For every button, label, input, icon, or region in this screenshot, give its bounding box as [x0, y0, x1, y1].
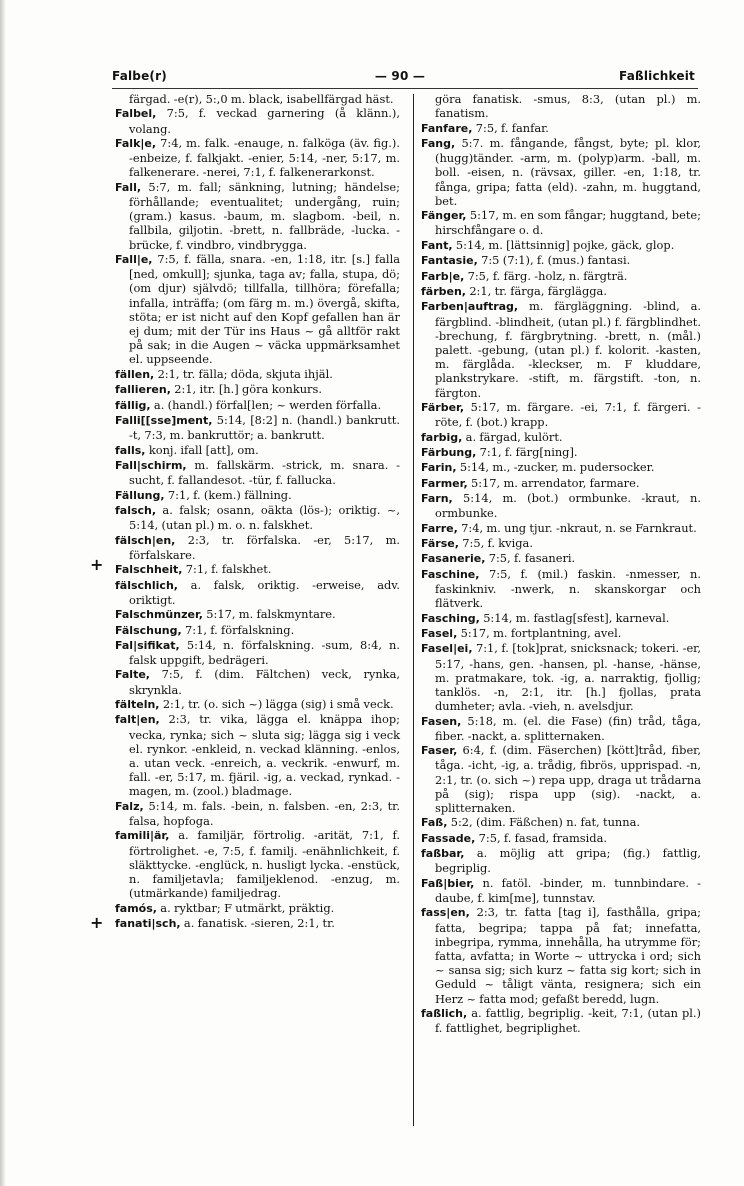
entry-definition: 2:3, tr. vika, lägga el. knäppa ihop; vecka, rynka; sich ~ sluta sig; lägga sig i veck el. rynkor. -enkleid, n. veckad klänning. -enlos, a. utan veck. -enreich, a. veckrik. -enwurf, m. fall. -er, 5:17, m. fjäril. -ig, a. veckad, rynkad. -magen, m. (zool.) bladmage.: [129, 712, 400, 799]
entry-headword: fälsch|en,: [115, 533, 176, 547]
dictionary-entry: [421, 611, 701, 626]
entry-definition: 2:1, tr. fälla; döda, skjuta ihjäl.: [157, 366, 333, 381]
entry-headword: Fant,: [421, 238, 453, 252]
entry-headword: Faß,: [421, 816, 448, 830]
column-divider: [413, 94, 414, 1126]
entry-definition: färgad. -e(r), 5:,0 m. black, isabellfärgad häst.: [129, 92, 394, 106]
entry-definition: a. färgad, kulört.: [465, 429, 563, 444]
dictionary-entry: [115, 92, 400, 106]
entry-definition: 5:14, m. fastlag[sfest], karneval.: [483, 610, 670, 625]
margin-plus-mark: +: [90, 913, 104, 932]
dictionary-entry: [115, 382, 400, 397]
entry-definition: a. falsk, oriktig. -erweise, adv. oriktigt.: [129, 577, 400, 607]
entry-definition: 7:1, f. färg[ning].: [479, 444, 578, 459]
entry-definition: a. falsk; osann, oäkta (lös-); oriktig. ~, 5:14, (utan pl.) m. o. n. falskhet.: [129, 502, 400, 533]
entry-headword: Fall|schirm,: [115, 458, 187, 472]
entry-definition: 5:17, m. en som fångar; huggtand, bete; hirschfångare o. d.: [435, 208, 701, 238]
entry-definition: 5:7. m. fångande, fångst, byte; pl. klor, (hugg)tänder. -arm, m. (polyp)arm. -ball, m. boll. -eisen, n. (rävsax, giller. -en, 1:18, tr. fånga, gripa; fatta (eld). -zahn, m. huggtand, bet.: [435, 135, 702, 208]
entry-headword: falls,: [115, 443, 146, 457]
entry-definition: 7:5, f. färg. -holz, n. färgträ.: [467, 268, 628, 283]
dictionary-entry: [421, 269, 701, 284]
entry-headword: Farben|auftrag,: [421, 300, 519, 314]
dictionary-entry: [115, 578, 400, 607]
entry-definition: 2:3, tr. förfalska. -er, 5:17, m. förfalskare.: [129, 532, 400, 562]
entry-definition: 5:17, m. färgare. -ei, 7:1, f. färgeri. -röte, f. (bot.) krapp.: [435, 399, 701, 430]
entry-definition: 2:3, tr. fatta [tag i], fasthålla, gripa; fatta, begripa; tappa på fat; innefatta, inbegripa, rymma, innehålla, ha utrymme för; fatta, avfatta; in Worte ~ uttrycka i ord; sich ~ sansa sig; sich kurz ~ fatta sig kort; sich in Geduld ~ tåligt vänta, resignera; sich ein Herz ~ fatta mod; gefaßt beredd, lugn.: [435, 905, 701, 1006]
entry-definition: 7:5, f. fanfar.: [475, 120, 549, 135]
dictionary-entry: [115, 367, 400, 382]
entry-headword: faßbar,: [421, 847, 465, 861]
entry-headword: fälteln,: [115, 698, 160, 712]
dictionary-entry: [115, 607, 400, 622]
dictionary-entry: [115, 697, 400, 712]
dictionary-entry: [421, 626, 701, 641]
dictionary-entry: [421, 567, 701, 611]
page-number: — 90 —: [374, 69, 426, 83]
dictionary-entry: [421, 831, 701, 846]
entry-headword: Faß|bier,: [421, 876, 475, 890]
entry-definition: a. familjär, förtrolig. -arität, 7:1, f. förtrolighet. -e, 7:5, f. familj. -enähnlichkeit, f. släkttycke. -englück, n. husligt lycka. -enstück, n. familjetavla; familjeklenod. -enzug, m. (utmärkande) familjedrag.: [129, 828, 400, 901]
entry-definition: göra fanatisk. -smus, 8:3, (utan pl.) m. fanatism.: [435, 92, 701, 121]
entry-definition: 7:1, f. (kem.) fällning.: [167, 487, 292, 502]
dictionary-entry: [115, 638, 400, 667]
entry-headword: Farn,: [421, 492, 453, 506]
dictionary-entry: [421, 536, 701, 551]
entry-headword: famós,: [115, 901, 157, 915]
entry-headword: Faschine,: [421, 567, 480, 581]
dictionary-entry: [115, 503, 400, 532]
dictionary-entry: [421, 92, 701, 120]
entry-headword: Fasel|ei,: [421, 642, 473, 656]
dictionary-entry: [421, 1006, 701, 1035]
entry-definition: 5:7, m. fall; sänkning, lutning; händelse; förhållande; eventualitet; undergång, ruin; (gram.) kasus. -baum, m. slagbom. -beil, n. fallbila, giljotin. -brett, n. fallbräde, -lucka. -brücke, f. vindbro, vindbrygga.: [129, 179, 400, 252]
entry-definition: 5:14, n. förfalskning. -sum, 8:4, n. falsk uppgift, bedrägeri.: [129, 637, 401, 668]
dictionary-entry: [115, 413, 400, 442]
entry-headword: Fantasie,: [421, 254, 478, 268]
entry-definition: 7:1, f. falskhet.: [185, 562, 272, 577]
dictionary-entry: [115, 180, 400, 252]
entry-definition: 7:5, f. fasad, framsida.: [478, 830, 608, 845]
dictionary-entry: [421, 284, 701, 299]
entry-headword: Fasel,: [421, 627, 458, 641]
dictionary-entry: [115, 106, 400, 135]
entry-definition: 5:17, m. fortplantning, avel.: [460, 626, 622, 641]
dictionary-entry: [115, 488, 400, 503]
entry-definition: m. fallskärm. -strick, m. snara. -sucht, f. fallandesot. -tür, f. fallucka.: [129, 457, 400, 488]
entry-definition: 7:1, f. förfalskning.: [185, 622, 295, 637]
entry-headword: fälschlich,: [115, 578, 178, 592]
dictionary-entry: [421, 491, 701, 520]
entry-definition: 7:5, f. fasaneri.: [488, 551, 576, 566]
entry-headword: Falz,: [115, 799, 144, 813]
margin-plus-mark: +: [90, 555, 104, 574]
entry-definition: 2:1, itr. [h.] göra konkurs.: [174, 382, 322, 397]
entry-headword: fallieren,: [115, 383, 171, 397]
dictionary-entry: [421, 121, 701, 136]
entry-headword: falsch,: [115, 503, 157, 517]
entry-headword: fass|en,: [421, 906, 470, 920]
dictionary-entry: [115, 136, 400, 180]
right-column: [421, 92, 701, 1036]
entry-definition: a. fanatisk. -sieren, 2:1, tr.: [183, 916, 335, 931]
entry-definition: a. (handl.) förfal[len; ~ werden förfalla.: [153, 397, 382, 412]
running-head-left: Falbe(r): [112, 69, 167, 83]
dictionary-entry: [421, 430, 701, 445]
entry-headword: Fälschung,: [115, 623, 182, 637]
dictionary-entry: [421, 400, 701, 429]
dictionary-entry: [421, 521, 701, 536]
entry-headword: Färse,: [421, 537, 459, 551]
entry-headword: fanati|sch,: [115, 917, 181, 931]
entry-definition: 5:14, m. fals. -bein, n. falsben. -en, 2:3, tr. falsa, hopfoga.: [129, 798, 400, 829]
entry-definition: 5:2, (dim. Fäßchen) n. fat, tunna.: [450, 815, 641, 830]
entry-definition: 5:18, m. (el. die Fase) (fin) tråd, tåga, fiber. -nackt, a. splitternaken.: [435, 713, 701, 743]
dictionary-entry: [115, 533, 400, 562]
dictionary-entry: [421, 299, 701, 399]
dictionary-entry: [115, 443, 400, 458]
entry-definition: a. fattlig, begriplig. -keit, 7:1, (utan pl.) f. fattlighet, begriplighet.: [435, 1006, 701, 1036]
entry-headword: Falschheit,: [115, 563, 183, 577]
dictionary-entry: [115, 799, 400, 828]
dictionary-entry: [421, 238, 701, 253]
entry-definition: 2:1, tr. färga, färglägga.: [469, 283, 607, 298]
entry-headword: Fang,: [421, 136, 456, 150]
entry-headword: Falte,: [115, 668, 150, 682]
entry-headword: Falk|e,: [115, 136, 157, 150]
entry-definition: 7:5 (7:1), f. (mus.) fantasi.: [481, 253, 631, 268]
entry-headword: Farin,: [421, 461, 457, 475]
entry-definition: 7:4, m. ung tjur. -nkraut, n. se Farnkraut.: [461, 520, 697, 535]
entry-headword: färben,: [421, 284, 466, 298]
dictionary-entry: [421, 846, 701, 875]
entry-headword: Fasching,: [421, 611, 480, 625]
entry-definition: 5:14, m. (bot.) ormbunke. -kraut, n. ormbunke.: [435, 491, 701, 521]
entry-headword: farbig,: [421, 430, 463, 444]
entry-headword: Falbel,: [115, 107, 157, 121]
entry-headword: Falli[[sse]ment,: [115, 413, 213, 427]
running-head-right: Faßlichkeit: [619, 69, 695, 83]
entry-headword: Farmer,: [421, 476, 468, 490]
entry-headword: Fanfare,: [421, 121, 473, 135]
entry-definition: 7:1, f. [tok]prat, snicksnack; tokeri. -er, 5:17, -hans, gen. -hansen, pl. -hanse, -hänse, m. pratmakare, tok. -ig, a. narraktig, fjollig; tanklös. -n, 2:1, itr. [h.] fjollas, prata dumheter; avla. -vieh, n. avelsdjur.: [435, 641, 701, 714]
dictionary-entry: [421, 876, 701, 905]
dictionary-entry: [115, 828, 400, 900]
dictionary-entry: [421, 253, 701, 268]
entry-headword: Faser,: [421, 744, 458, 758]
dictionary-entry: [421, 905, 701, 1005]
entry-definition: 7:5, f. (mil.) faskin. -nmesser, n. faskinkniv. -nwerk, n. skanskorgar och flätverk.: [435, 566, 701, 611]
entry-headword: Falschmünzer,: [115, 608, 203, 622]
dictionary-entry: [421, 136, 701, 208]
entry-headword: fällen,: [115, 367, 155, 381]
dictionary-entry: [115, 667, 400, 696]
entry-headword: Farre,: [421, 521, 458, 535]
entry-headword: Färbung,: [421, 445, 477, 459]
dictionary-entry: [421, 208, 701, 237]
entry-definition: 5:14, m. [lättsinnig] pojke, gäck, glop.: [455, 237, 675, 252]
entry-definition: 7:5, f. kviga.: [462, 536, 533, 551]
left-column: [115, 92, 400, 931]
entry-definition: 5:17, m. arrendator, farmare.: [470, 475, 640, 490]
entry-headword: Fall|e,: [115, 252, 153, 266]
entry-definition: a. möjlig att gripa; (fig.) fattlig, begriplig.: [435, 846, 701, 876]
entry-headword: Fall,: [115, 180, 142, 194]
entry-headword: Fasanerie,: [421, 552, 486, 566]
dictionary-entry: [115, 901, 400, 916]
dictionary-entry: [115, 458, 400, 487]
dictionary-entry: [421, 714, 701, 743]
entry-headword: Fällung,: [115, 488, 165, 502]
entry-headword: fällig,: [115, 398, 151, 412]
entry-headword: Fal|sifikat,: [115, 638, 180, 652]
entry-definition: 7:5, f. fälla, snara. -en, 1:18, itr. [s.] falla [ned, omkull]; sjunka, taga av; falla, stupa, dö; (om djur) självdö; tillfalla, tillhöra; förefalla; infalla, inträffa; (om färg m. m.) övergå, skifta, stöta; er ist nicht auf den Kopf gefallen han är ej dum; mit der Tür ins Haus ~ gå alltför rakt på sak; in die Augen ~ väcka uppmärksamhet el. uppseende.: [129, 251, 401, 367]
dictionary-entry: [115, 252, 400, 367]
entry-headword: Fänger,: [421, 209, 467, 223]
entry-definition: n. fatöl. -binder, m. tunnbindare. -daube, f. kim[me], tunnstav.: [435, 875, 701, 906]
entry-definition: 7:5, f. (dim. Fältchen) veck, rynka, skrynkla.: [129, 667, 400, 697]
dictionary-entry: [115, 916, 400, 931]
dictionary-entry: [421, 815, 701, 830]
dictionary-entry: [115, 712, 400, 798]
dictionary-entry: [421, 476, 701, 491]
dictionary-entry: [115, 398, 400, 413]
header-rule: [112, 88, 698, 89]
dictionary-entry: [421, 743, 701, 815]
entry-headword: Farb|e,: [421, 269, 465, 283]
entry-headword: falt|en,: [115, 713, 160, 727]
entry-definition: 2:1, tr. (o. sich ~) lägga (sig) i små veck.: [162, 697, 394, 712]
dictionary-entry: [421, 445, 701, 460]
entry-headword: Fasen,: [421, 714, 462, 728]
entry-headword: Fassade,: [421, 831, 476, 845]
dictionary-entry: [115, 562, 400, 577]
page-edge-shadow: [0, 0, 6, 1186]
entry-headword: famili|är,: [115, 829, 170, 843]
entry-definition: konj. ifall [att], om.: [148, 442, 259, 457]
dictionary-entry: [421, 551, 701, 566]
dictionary-entry: [421, 460, 701, 475]
entry-definition: a. ryktbar; F utmärkt, präktig.: [160, 900, 335, 915]
entry-definition: 7:4, m. falk. -enauge, n. falköga (äv. fig.). -enbeize, f. falkjakt. -enier, 5:14, -ner, 5:17, m. falkenerare. -nerei, 7:1, f. falkenerarkonst.: [129, 135, 400, 180]
entry-headword: Färber,: [421, 400, 465, 414]
entry-definition: 5:14, m., -zucker, m. pudersocker.: [459, 460, 655, 475]
entry-definition: 6:4, f. (dim. Fäserchen) [kött]tråd, fiber, tåga. -icht, -ig, a. trådig, fibrös, upprispad. -n, 2:1, tr. (o. sich ~) repa upp, draga ut trådarna på (sig); rispa upp (sig). -nackt, a. splitternaken.: [435, 743, 701, 816]
entry-definition: m. färgläggning. -blind, a. färgblind. -blindheit, (utan pl.) f. färgblindhet. -brechung, f. färgbrytning. -brett, n. (mål.) palett. -gebung, (utan pl.) f. kolorit. -kasten, m. färglåda. -kleckser, m. F kluddare, plankstrykare. -stift, m. färgstift. -ton, n. färgton.: [435, 299, 701, 400]
dictionary-entry: [115, 623, 400, 638]
entry-definition: 5:17, m. falskmyntare.: [206, 607, 336, 622]
entry-headword: faßlich,: [421, 1007, 468, 1021]
entry-definition: 7:5, f. veckad garnering (å klänn.), volang.: [129, 106, 400, 136]
entry-definition: 5:14, [8:2] n. (handl.) bankrutt. -t, 7:3, m. bankruttör; a. bankrutt.: [129, 412, 400, 443]
dictionary-entry: [421, 641, 701, 713]
